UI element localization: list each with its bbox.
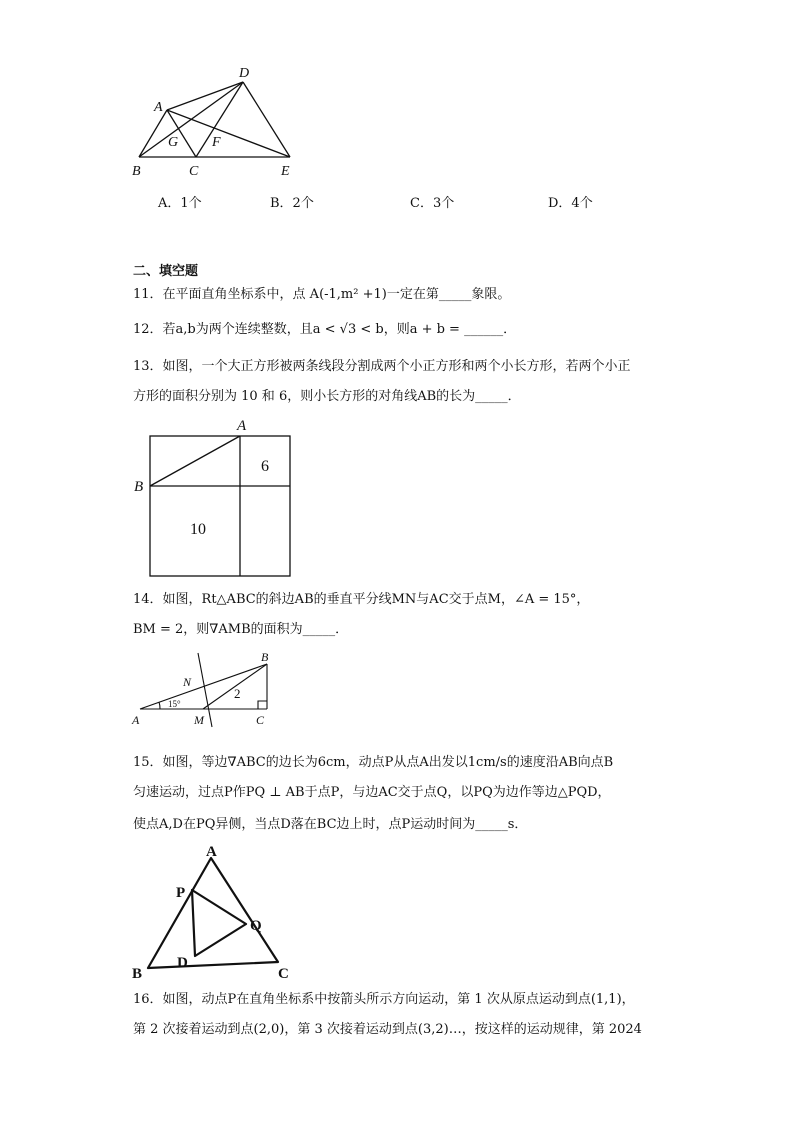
label-G: G [168, 135, 179, 150]
label-C: C [189, 164, 199, 179]
section-title: 二、填空题 [133, 264, 199, 279]
label-F: F [212, 135, 221, 150]
label-D: D [239, 66, 250, 81]
label-B: B [132, 164, 141, 179]
q14-figure [128, 645, 278, 730]
label-A: A [132, 713, 140, 727]
label-B: B [132, 966, 143, 982]
label-C: C [278, 966, 289, 982]
question-15-line3: 使点A,D在PQ异侧，当点D落在BC边上时，点P运动时间为_____s． [133, 817, 528, 832]
label-B: B [134, 479, 144, 495]
area-small: 6 [261, 458, 269, 475]
q15-figure [128, 840, 298, 985]
q10-option-a: A．1个 [158, 196, 202, 211]
question-14-line2: BM = 2，则∇AMB的面积为_____． [133, 622, 349, 637]
label-A: A [206, 844, 217, 860]
question-12: 12．若a,b为两个连续整数，且a < √3 < b，则a + b = ______． [133, 322, 517, 337]
question-14-line1: 14．如图，Rt△ABC的斜边AB的垂直平分线MN与AC交于点M，∠A = 15°， [133, 592, 590, 607]
label-B: B [261, 650, 269, 664]
question-15-line2: 匀速运动，过点P作PQ ⊥ AB于点P，与边AC交于点Q，以PQ为边作等边△PQD， [133, 785, 611, 800]
q10-figure [125, 60, 310, 182]
label-A: A [154, 100, 163, 115]
q10-option-d: D．4个 [548, 196, 593, 211]
question-13-line1: 13．如图，一个大正方形被两条线段分割成两个小正方形和两个小长方形，若两个小正 [133, 359, 631, 374]
label-A: A [237, 418, 247, 434]
segment-label: 2 [234, 686, 241, 701]
label-C: C [256, 713, 265, 727]
label-Q: Q [250, 918, 262, 934]
q10-option-c: C．3个 [410, 196, 455, 211]
question-13-line2: 方形的面积分别为 10 和 6，则小长方形的对角线AB的长为_____． [133, 389, 521, 404]
question-16-line1: 16．如图，动点P在直角坐标系中按箭头所示方向运动，第 1 次从原点运动到点(1,1)， [133, 992, 635, 1007]
q13-figure [128, 414, 300, 580]
question-11: 11．在平面直角坐标系中，点 A(-1,m² +1)一定在第_____象限。 [133, 287, 511, 302]
q10-option-b: B．2个 [270, 196, 314, 211]
angle-label: 15° [168, 699, 181, 709]
label-M: M [194, 713, 204, 727]
label-D: D [177, 955, 188, 971]
question-16-line2: 第 2 次接着运动到点(2,0)，第 3 次接着运动到点(3,2)…，按这样的运动规律，第 2024 [133, 1022, 642, 1037]
label-N: N [183, 675, 192, 689]
label-P: P [176, 885, 186, 901]
question-15-line1: 15．如图，等边∇ABC的边长为6cm，动点P从点A出发以1cm/s的速度沿AB向点B [133, 755, 614, 770]
label-E: E [281, 164, 290, 179]
area-large: 10 [190, 521, 206, 538]
